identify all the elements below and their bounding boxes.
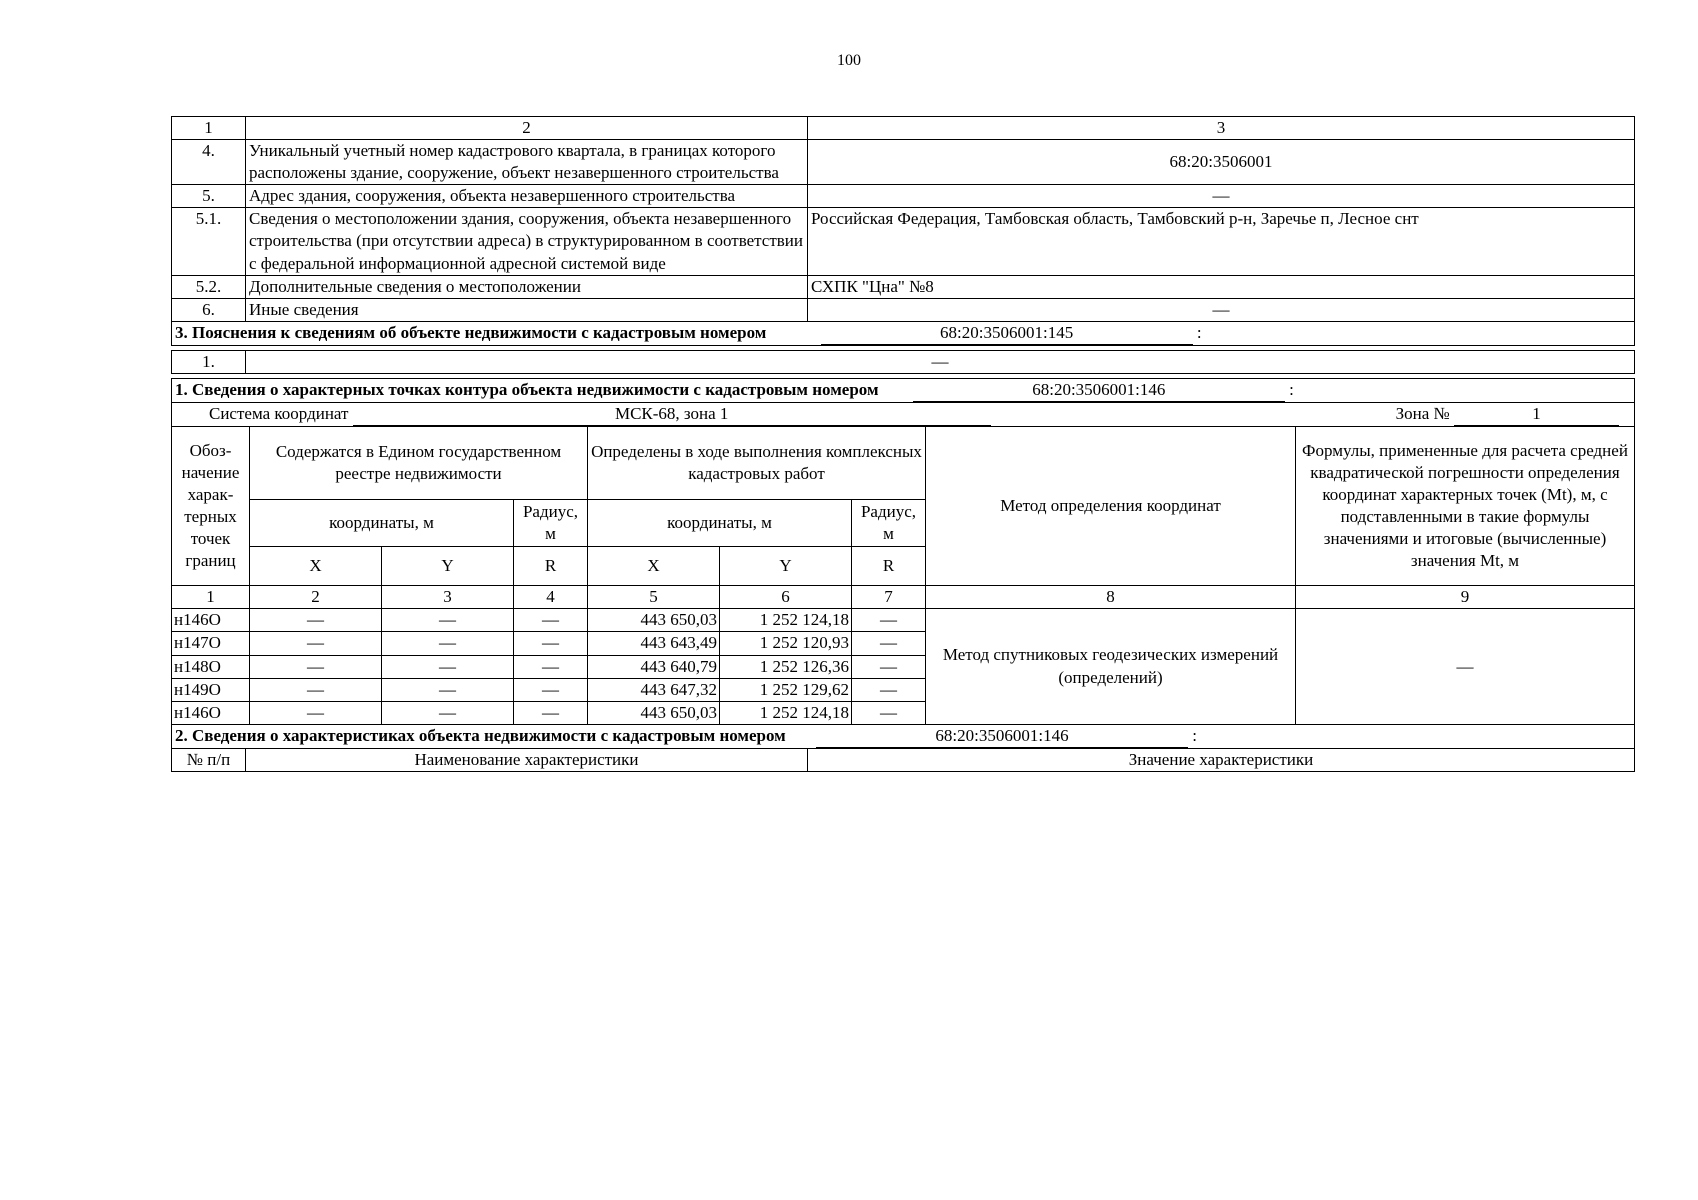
header-cell: № п/п [172,748,246,771]
coord-system-label: Система координат [209,404,349,424]
point-r: — [852,701,926,724]
points-header-row-1 [172,427,1635,500]
header-r-egrn: R [514,547,588,586]
row-value: 68:20:3506001 [808,140,1635,185]
point-x-egrn: — [250,655,382,678]
row-name: Уникальный учетный номер кадастрового квартала, в границах которого расположены здание, сооружение, объект незавершенного строительства [246,140,808,185]
table-row [172,298,1635,321]
header-radius-egrn: Радиус, м [514,500,588,547]
point-y-egrn: — [382,632,514,655]
column-number: 8 [926,586,1296,609]
point-y-egrn: — [382,609,514,632]
section3-title: 3. Пояснения к сведениям об объекте недвижимости с кадастровым номером [175,322,767,342]
table-row [172,185,1635,208]
point-x: 443 640,79 [588,655,720,678]
table-row [172,208,1635,275]
characteristics-table [171,724,1635,772]
zone-label: Зона № [1395,404,1450,424]
zone-value: 1 [1454,403,1619,426]
point-r-egrn: — [514,701,588,724]
point-x: 443 650,03 [588,701,720,724]
column-number: 6 [720,586,852,609]
table-header-row [172,117,1635,140]
column-number: 1 [172,586,250,609]
point-x-egrn: — [250,632,382,655]
section1-cadastral-number: 68:20:3506001:146 [913,379,1285,402]
header-x-determined: X [588,547,720,586]
column-number: 3 [382,586,514,609]
header-designation: Обоз-начение харак-терных точек границ [172,427,250,586]
row-name: Иные сведения [246,298,808,321]
column-number: 2 [250,586,382,609]
table-row [172,350,1635,373]
method-value: Метод спутниковых геодезических измерений (определений) [926,609,1296,724]
points-table [171,378,1635,725]
point-y-egrn: — [382,701,514,724]
row-number: 5. [172,185,246,208]
header-x-egrn: X [250,547,382,586]
point-x-egrn: — [250,609,382,632]
section2-colon: : [1192,725,1197,745]
row-value: СХПК "Цна" №8 [808,275,1635,298]
point-y: 1 252 126,36 [720,655,852,678]
document-body [171,116,1635,772]
header-formulas: Формулы, примененные для расчета средней квадратической погрешности определения координат характерных точек (Mt), м, с подставленными в такие формулы значениями и итоговые (вычисленные) значения Mt, м [1296,427,1635,586]
section3-cadastral-number: 68:20:3506001:145 [821,322,1193,345]
header-cell: Наименование характеристики [246,748,808,771]
row-number: 4. [172,140,246,185]
section1-title-cell [172,379,1635,403]
row-value: Российская Федерация, Тамбовская область, Тамбовский р-н, Заречье п, Лесное снт [808,208,1635,275]
table-row [172,609,1635,632]
point-y-egrn: — [382,655,514,678]
row-name: Дополнительные сведения о местоположении [246,275,808,298]
point-r: — [852,632,926,655]
object-info-table [171,116,1635,346]
row-value: — [808,185,1635,208]
formulas-value: — [1296,609,1635,724]
section3-colon: : [1196,322,1202,342]
point-y: 1 252 124,18 [720,701,852,724]
header-r-determined: R [852,547,926,586]
point-x: 443 650,03 [588,609,720,632]
section1-colon: : [1289,380,1294,400]
row-number: 1. [172,350,246,373]
header-y-egrn: Y [382,547,514,586]
header-coords-determined: координаты, м [588,500,852,547]
point-name: н148О [172,655,250,678]
row-name: Сведения о местоположении здания, сооружения, объекта незавершенного строительства (при отсутствии адреса) в структурированном в соответствии с федеральной информационной адресной системой виде [246,208,808,275]
section1-title-row [172,379,1635,403]
point-r: — [852,678,926,701]
point-y-egrn: — [382,678,514,701]
point-name: н147О [172,632,250,655]
column-number: 9 [1296,586,1635,609]
point-r: — [852,655,926,678]
point-x: 443 647,32 [588,678,720,701]
point-r-egrn: — [514,609,588,632]
point-r-egrn: — [514,678,588,701]
column-numbers-row [172,586,1635,609]
table-row [172,275,1635,298]
table-row [172,140,1635,185]
coord-system-value: МСК-68, зона 1 [353,403,991,426]
point-y: 1 252 120,93 [720,632,852,655]
point-name: н146О [172,609,250,632]
row-number: 5.1. [172,208,246,275]
header-coords-egrn: координаты, м [250,500,514,547]
point-x-egrn: — [250,701,382,724]
row-number: 6. [172,298,246,321]
section1-title: 1. Сведения о характерных точках контура объекта недвижимости с кадастровым номером [175,380,879,400]
section2-title-cell [172,724,1635,748]
column-number: 5 [588,586,720,609]
header-egrn: Содержатся в Едином государственном реестре недвижимости [250,427,588,500]
row-value: — [808,298,1635,321]
section2-title-row [172,724,1635,748]
point-x-egrn: — [250,678,382,701]
point-y: 1 252 124,18 [720,609,852,632]
point-y: 1 252 129,62 [720,678,852,701]
point-r: — [852,609,926,632]
point-r-egrn: — [514,632,588,655]
column-number: 7 [852,586,926,609]
header-cell: 3 [808,117,1635,140]
column-number: 4 [514,586,588,609]
header-cell: 1 [172,117,246,140]
section2-title: 2. Сведения о характеристиках объекта недвижимости с кадастровым номером [175,725,786,745]
coord-system-row [172,403,1635,427]
point-name: н149О [172,678,250,701]
header-cell: 2 [246,117,808,140]
page-number: 100 [837,52,861,69]
row-number: 5.2. [172,275,246,298]
point-x: 443 643,49 [588,632,720,655]
header-radius-determined: Радиус, м [852,500,926,547]
row-name: Адрес здания, сооружения, объекта незавершенного строительства [246,185,808,208]
point-name: н146О [172,701,250,724]
table-header-row [172,748,1635,771]
section2-cadastral-number: 68:20:3506001:146 [816,725,1188,748]
header-determined: Определены в ходе выполнения комплексных кадастровых работ [588,427,926,500]
header-y-determined: Y [720,547,852,586]
header-cell: Значение характеристики [808,748,1635,771]
point-r-egrn: — [514,655,588,678]
section3-title-cell [172,321,1635,345]
coord-system-cell [172,403,1635,427]
section3-title-row [172,321,1635,345]
header-method: Метод определения координат [926,427,1296,586]
section3-table [171,350,1635,374]
row-value: — [246,350,1635,373]
